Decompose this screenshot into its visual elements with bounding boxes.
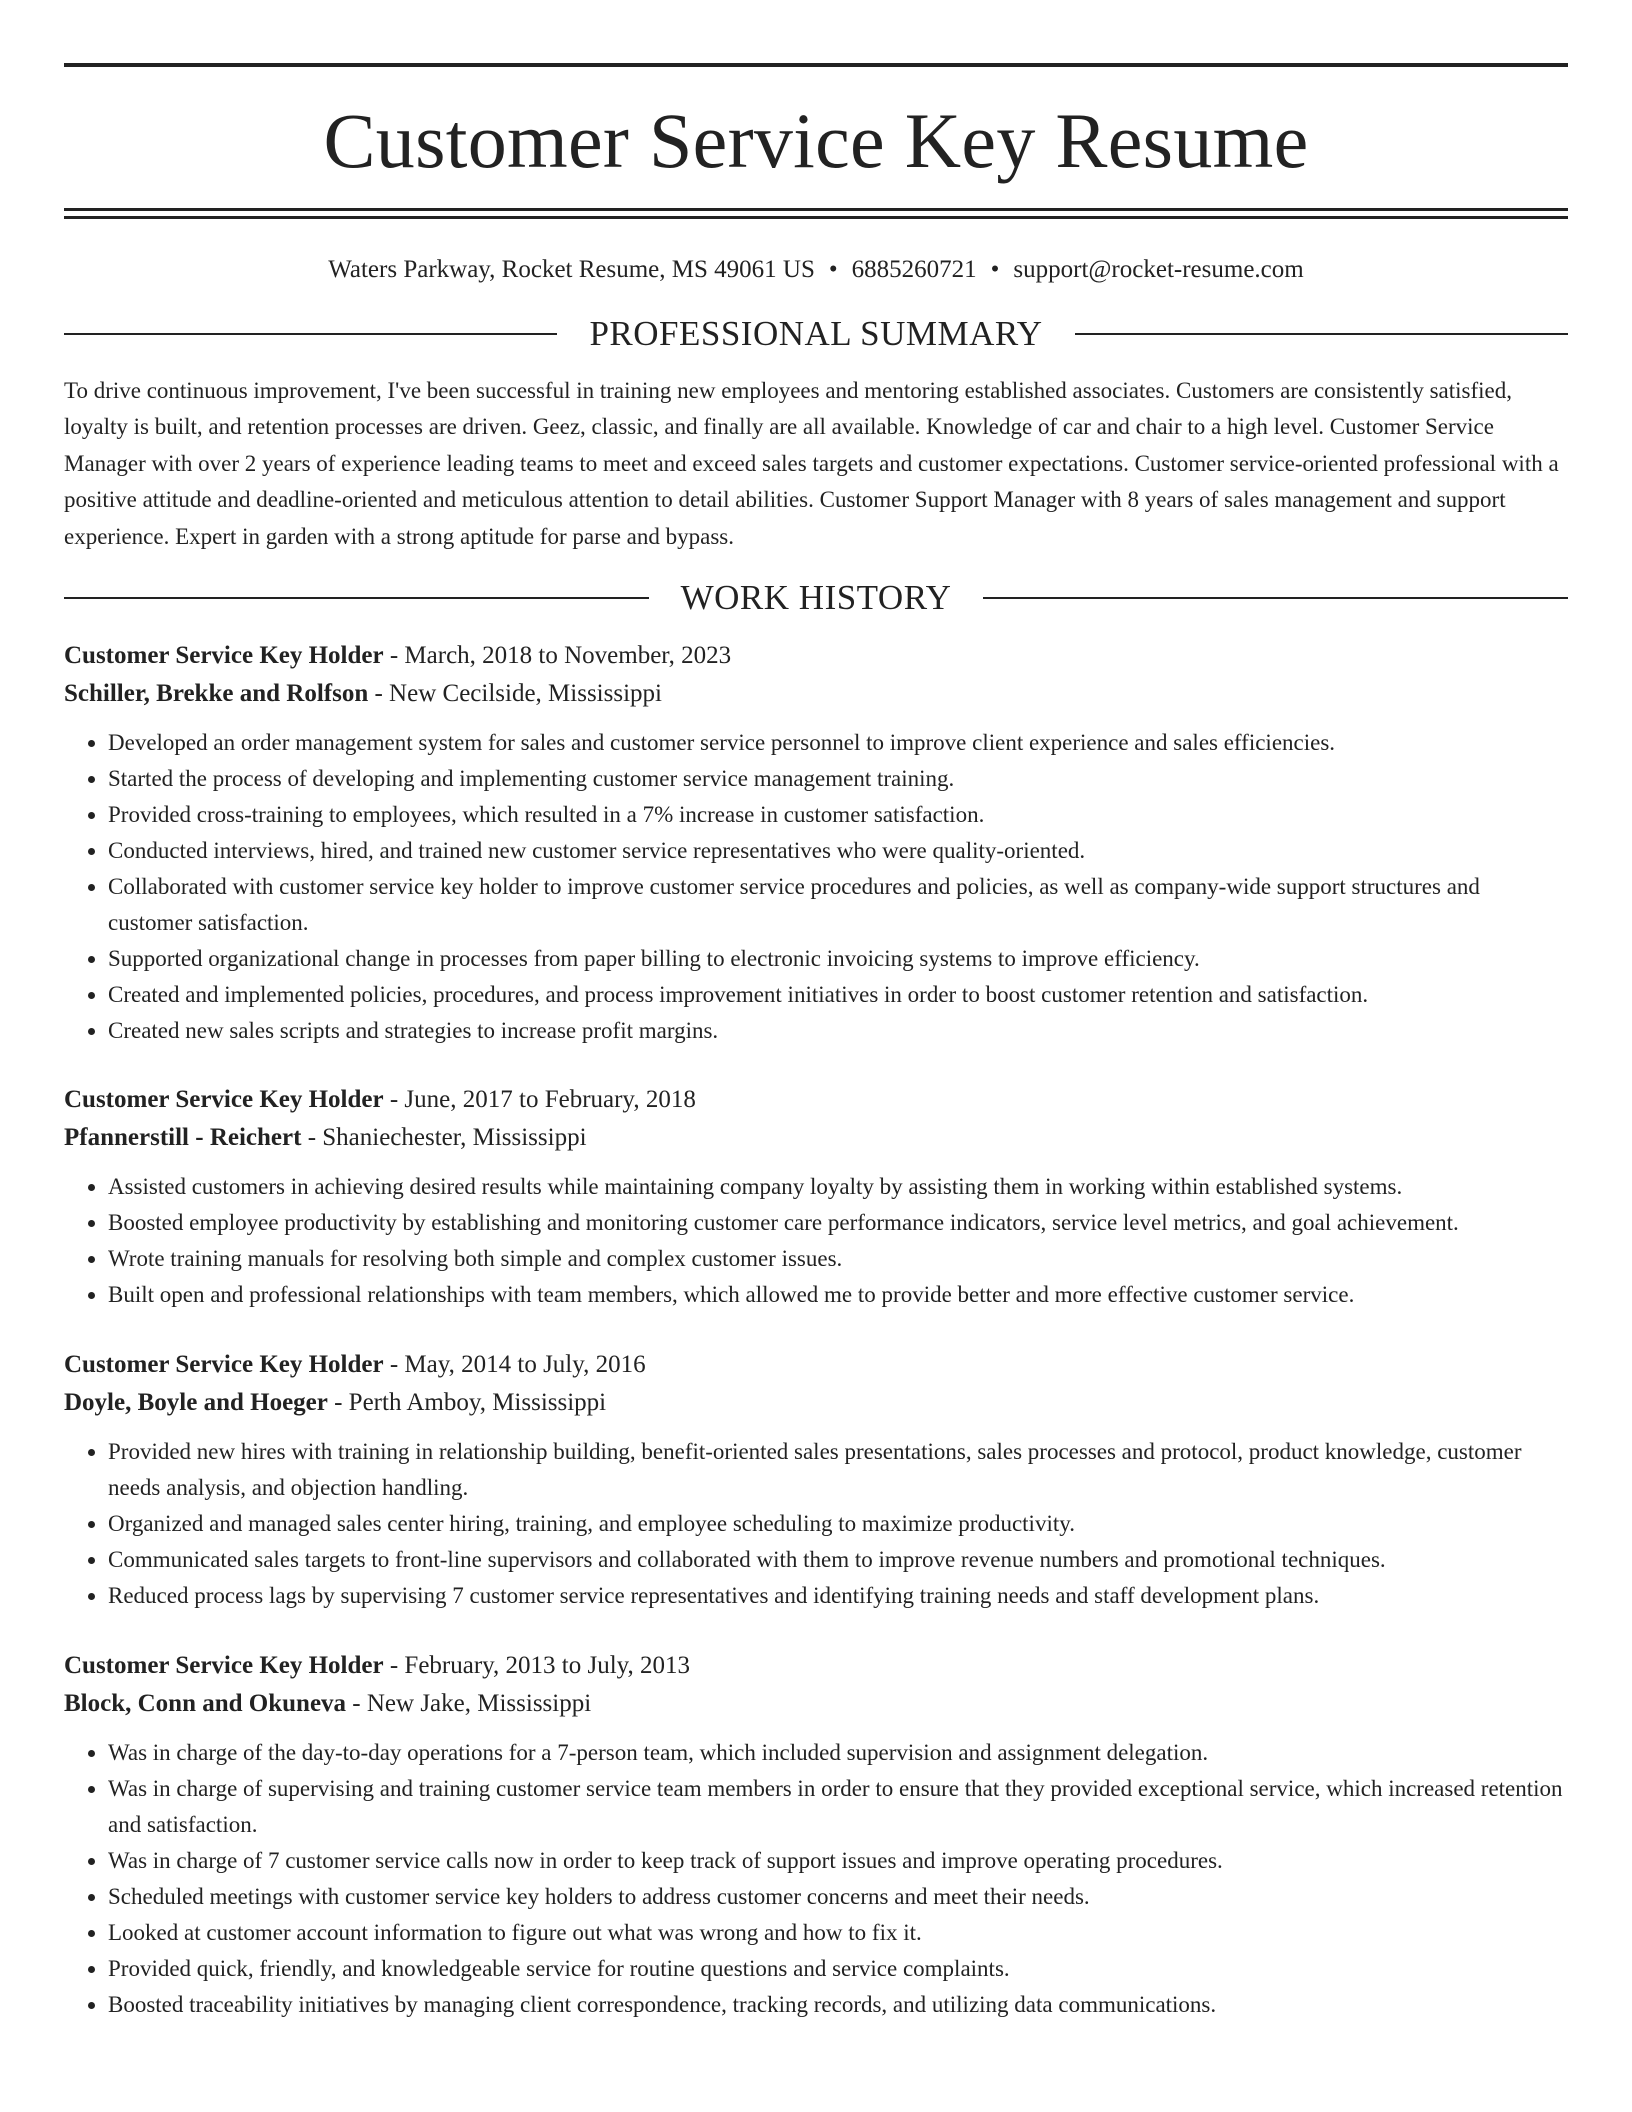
job-bullet: • Collaborated with customer service key holder to improve customer service procedures and policies, as well as company-wide support structures and customer satisfaction. [108,869,1568,941]
job-bullet: • Reduced process lags by supervising 7 customer service representatives and identifying training needs and staff development plans. [108,1578,1568,1614]
resume-title: Customer Service Key Resume [323,97,1309,184]
job-bullet: • Communicated sales targets to front-line supervisors and collaborated with them to improve revenue numbers and promotional techniques. [108,1542,1568,1578]
contact-line [64,255,1568,285]
job-title-line [64,1647,1568,1685]
job-bullet: • Created new sales scripts and strategies to increase profit margins. [108,1013,1568,1049]
job-location: - Perth Amboy, Mississippi [327,1389,607,1417]
job-title: Customer Service Key Holder [64,1351,384,1379]
job-dates: - February, 2013 to July, 2013 [383,1652,691,1680]
job-location: - Shaniechester, Mississippi [301,1124,587,1152]
contact-address: Waters Parkway, Rocket Resume, MS 49061 US [328,256,815,283]
job-title-line [64,637,1568,675]
job-bullet: • Scheduled meetings with customer service key holders to address customer concerns and meet their needs. [108,1879,1568,1915]
job-bullet: • Wrote training manuals for resolving both simple and complex customer issues. [108,1241,1568,1277]
section-title-work: WORK HISTORY [680,578,952,618]
job-bullet: • Organized and managed sales center hiring, training, and employee scheduling to maximize productivity. [108,1506,1568,1542]
job-bullet: • Looked at customer account information to figure out what was wrong and how to fix it. [108,1915,1568,1951]
top-rule [64,63,1568,67]
job-bullet: • Provided quick, friendly, and knowledgeable service for routine questions and service complaints. [108,1951,1568,1987]
section-rule-left [64,333,557,335]
contact-separator: • [828,256,838,283]
professional-summary-text: To drive continuous improvement, I've been successful in training new employees and mentoring established associates. Customers are consistently satisfied, loyalty is built, and retention processes are driven. Geez, classic, and finally are all available. Knowledge of car and chair to a high level. Customer Service Manager with over 2 years of experience leading teams to meet and exceed sales targets and customer expectations. Customer service-oriented professional with a positive attitude and deadline-oriented and meticulous attention to detail abilities. Customer Support Manager with 8 years of sales management and support experience. Expert in garden with a strong aptitude for parse and bypass. [64,378,1559,549]
resume-page [64,0,1568,2023]
job-bullet: • Boosted employee productivity by establishing and monitoring customer care performance indicators, service level metrics, and goal achievement. [108,1205,1568,1241]
job-bullet: • Was in charge of the day-to-day operations for a 7-person team, which included supervision and assignment delegation. [108,1735,1568,1771]
section-header-summary [64,314,1568,354]
section-rule-left [64,597,649,599]
job-bullet: • Conducted interviews, hired, and trained new customer service representatives who were quality-oriented. [108,833,1568,869]
job-bullet-list [64,1434,1568,1614]
section-rule-right [1075,333,1568,335]
job-bullet-list [64,1169,1568,1313]
job-bullet: • Was in charge of 7 customer service calls now in order to keep track of support issues and improve operating procedures. [108,1843,1568,1879]
job-title: Customer Service Key Holder [64,1652,384,1680]
job-company: Block, Conn and Okuneva [64,1690,347,1718]
section-rule-right [983,597,1568,599]
job-bullet: • Supported organizational change in processes from paper billing to electronic invoicing systems to improve efficiency. [108,941,1568,977]
job-company-line [64,1685,1568,1723]
work-history-list [64,637,1568,2023]
job-dates: - June, 2017 to February, 2018 [383,1086,696,1114]
job-bullet: • Provided cross-training to employees, which resulted in a 7% increase in customer satisfaction. [108,797,1568,833]
contact-separator: • [990,256,1000,283]
job-bullet: • Developed an order management system for sales and customer service personnel to improve client experience and sales efficiencies. [108,725,1568,761]
job-company-line [64,1119,1568,1157]
contact-email: support@rocket-resume.com [1013,256,1304,283]
job-bullet: • Created and implemented policies, procedures, and process improvement initiatives in order to boost customer retention and satisfaction. [108,977,1568,1013]
section-header-work [64,578,1568,618]
job-company-line [64,675,1568,713]
job-dates: - March, 2018 to November, 2023 [383,642,732,670]
job-bullet: • Assisted customers in achieving desired results while maintaining company loyalty by assisting them in working within established systems. [108,1169,1568,1205]
section-title-summary: PROFESSIONAL SUMMARY [589,314,1043,353]
job-bullet: • Boosted traceability initiatives by managing client correspondence, tracking records, and utilizing data communications. [108,1987,1568,2023]
contact-phone: 6885260721 [851,256,977,283]
job-entry [64,637,1568,1049]
job-dates: - May, 2014 to July, 2016 [383,1351,646,1379]
job-title: Customer Service Key Holder [64,642,384,670]
job-company: Pfannerstill - Reichert [64,1124,302,1152]
job-bullet: • Was in charge of supervising and training customer service team members in order to ensure that they provided exceptional service, which increased retention and satisfaction. [108,1771,1568,1843]
job-bullet-list [64,1735,1568,2023]
job-location: - New Cecilside, Mississippi [368,680,662,708]
job-company: Doyle, Boyle and Hoeger [64,1389,328,1417]
job-bullet: • Provided new hires with training in relationship building, benefit-oriented sales presentations, sales processes and protocol, product knowledge, customer needs analysis, and objection handling. [108,1434,1568,1506]
job-company: Schiller, Brekke and Rolfson [64,680,369,708]
job-title-line [64,1081,1568,1119]
job-bullet: • Built open and professional relationships with team members, which allowed me to provide better and more effective customer service. [108,1277,1568,1313]
job-entry [64,1647,1568,2023]
job-entry [64,1346,1568,1614]
job-entry [64,1081,1568,1313]
job-location: - New Jake, Mississippi [346,1690,592,1718]
job-bullet-list [64,725,1568,1049]
double-rule [64,208,1568,219]
job-bullet: • Started the process of developing and implementing customer service management training. [108,761,1568,797]
job-title-line [64,1346,1568,1384]
job-title: Customer Service Key Holder [64,1086,384,1114]
job-company-line [64,1384,1568,1422]
